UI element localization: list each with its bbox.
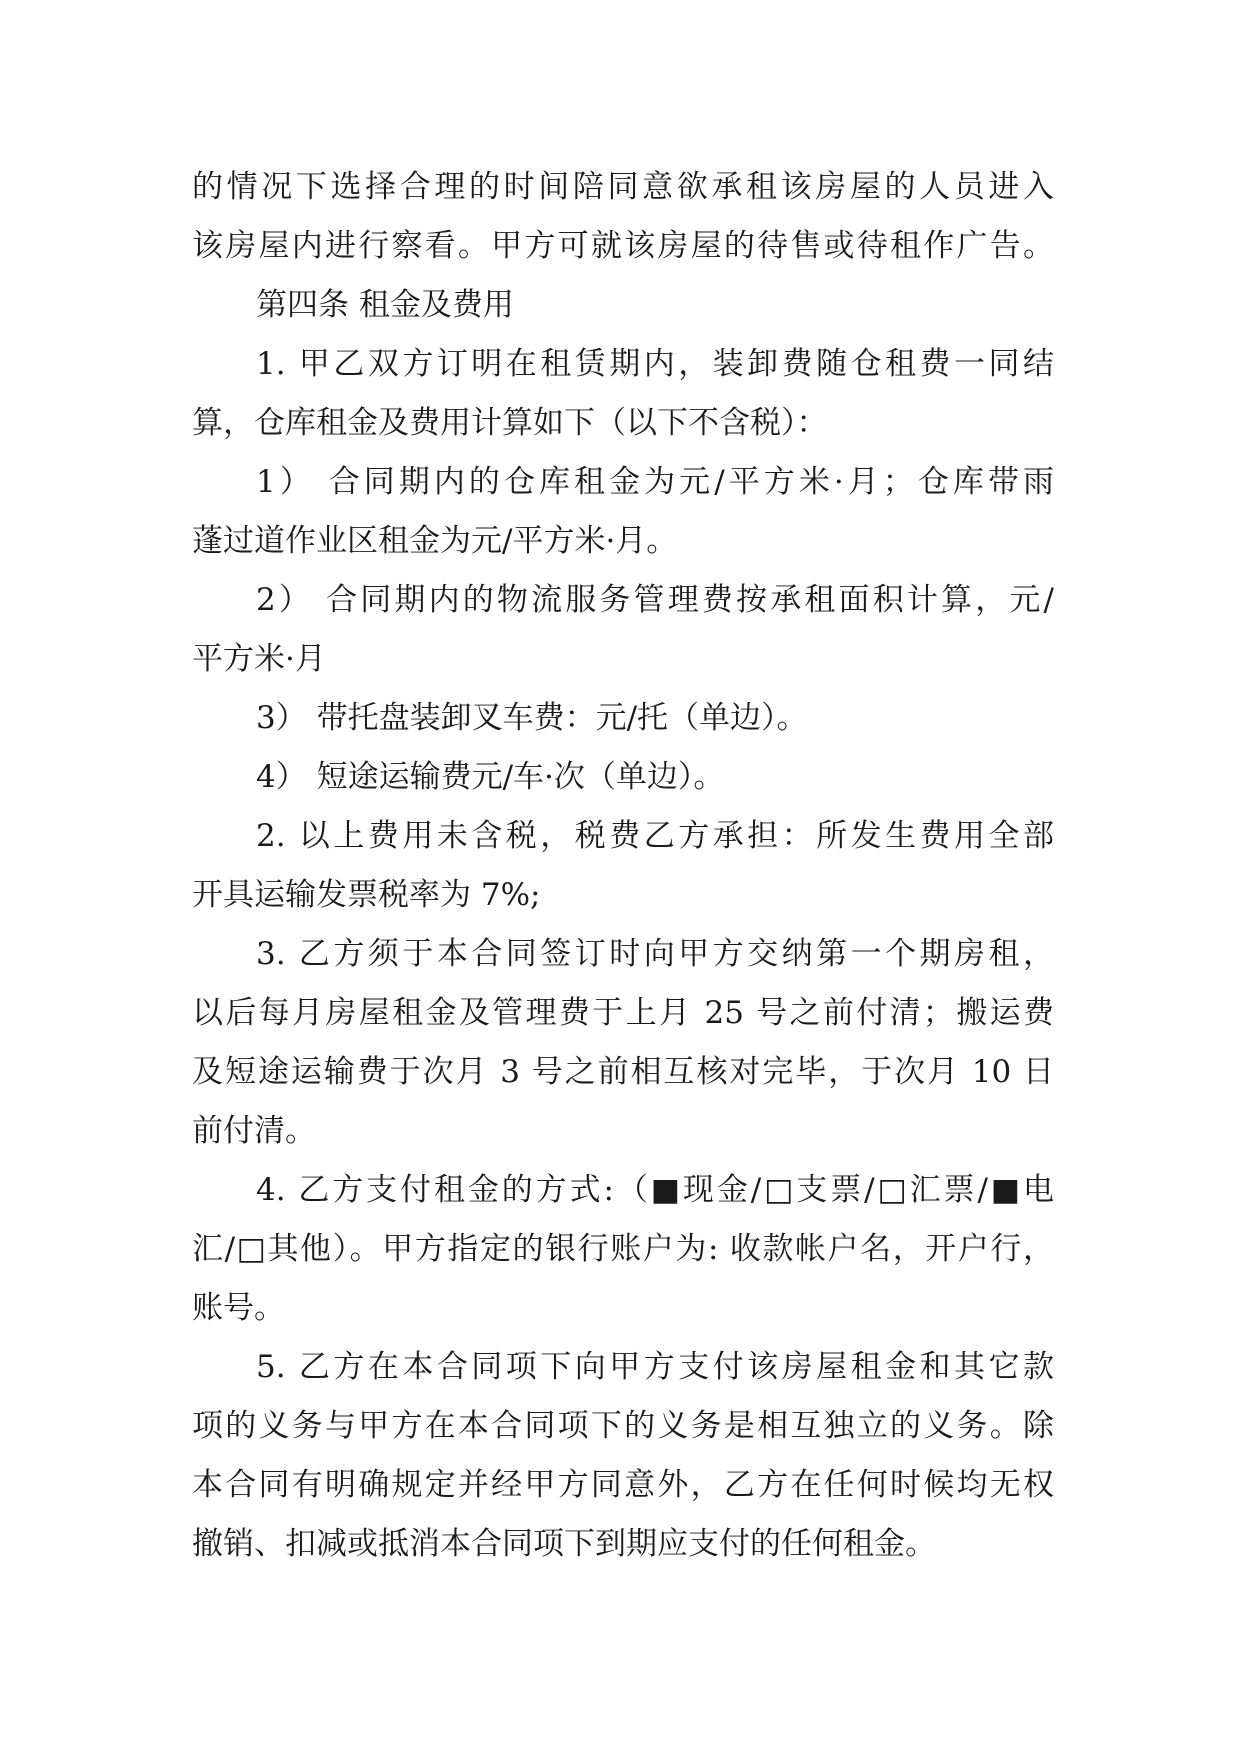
text-line: 蓬过道作业区租金为元/平方米·月。 (192, 523, 678, 559)
text-line: 该房屋内进行察看。甲方可就该房屋的待售或待租作广告。 (192, 228, 1054, 264)
text-line: 账号。 (192, 1290, 285, 1326)
text-line: 前付清。 (192, 1113, 316, 1149)
text-line: 3） 带托盘装卸叉车费：元/托（单边）。 (256, 700, 808, 736)
text-line: 及短途运输费于次月 3 号之前相互核对完毕，于次月 10 日 (192, 1054, 1054, 1090)
contract-body-text (192, 158, 1054, 1574)
text-line: 项的义务与甲方在本合同项下的义务是相互独立的义务。除 (192, 1408, 1054, 1444)
text-line: 撤销、扣减或抵消本合同项下到期应支付的任何租金。 (192, 1526, 936, 1562)
text-line: 开具运输发票税率为 7%; (192, 877, 541, 913)
text-line: 算，仓库租金及费用计算如下（以下不含税）： (192, 405, 828, 441)
section-heading: 第四条 租金及费用 (256, 287, 514, 323)
text-line: 以后每月房屋租金及管理费于上月 25 号之前付清；搬运费 (192, 995, 1054, 1031)
text-line: 本合同有明确规定并经甲方同意外，乙方在任何时候均无权 (192, 1467, 1054, 1503)
text-line: 的情况下选择合理的时间陪同意欲承租该房屋的人员进入 (192, 169, 1054, 205)
text-line: 1） 合同期内的仓库租金为元/平方米·月；仓库带雨 (256, 464, 1054, 500)
text-line: 1. 甲乙双方订明在租赁期内，装卸费随仓租费一同结 (256, 346, 1054, 382)
text-line: 5. 乙方在本合同项下向甲方支付该房屋租金和其它款 (256, 1349, 1054, 1385)
text-line: 2） 合同期内的物流服务管理费按承租面积计算，元/ (256, 582, 1054, 618)
text-line: 2. 以上费用未含税，税费乙方承担：所发生费用全部 (256, 818, 1054, 854)
text-line: 汇/□其他）。甲方指定的银行账户为: 收款帐户名，开户行， (192, 1231, 1054, 1267)
text-line: 4. 乙方支付租金的方式:（■现金/□支票/□汇票/■电 (256, 1172, 1054, 1208)
text-line: 平方米·月 (192, 641, 326, 677)
text-line: 3. 乙方须于本合同签订时向甲方交纳第一个期房租， (256, 936, 1054, 972)
text-line: 4） 短途运输费元/车·次（单边）。 (256, 759, 725, 795)
